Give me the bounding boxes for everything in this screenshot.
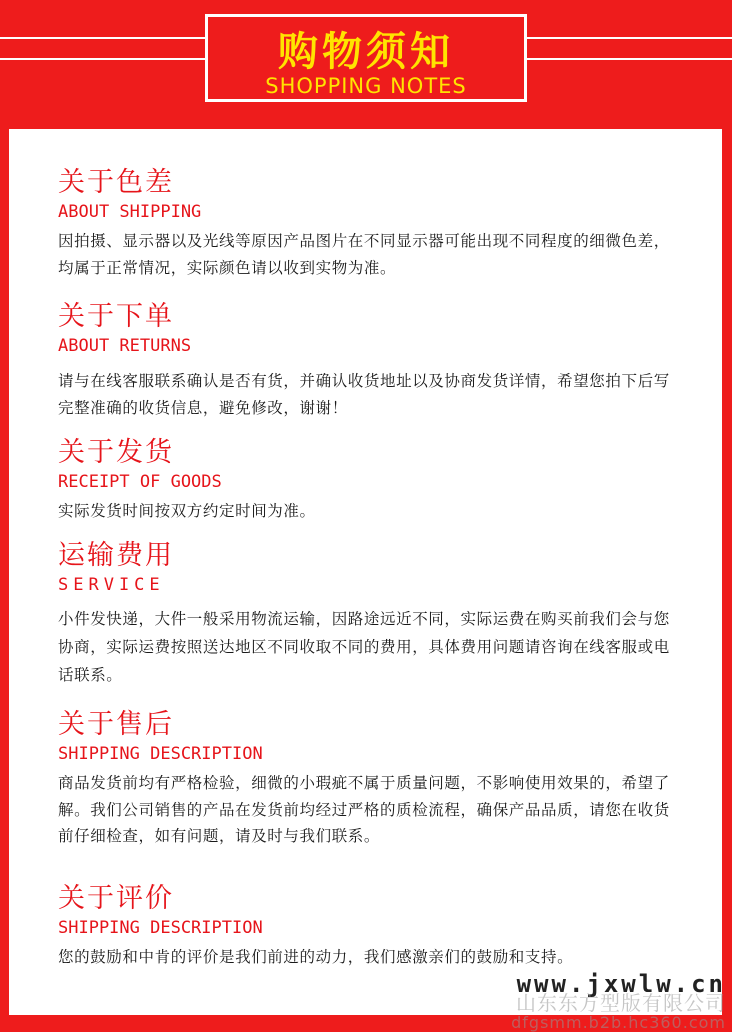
section-body: 小件发快递，大件一般采用物流运输，因路途远近不同，实际运费在购买前我们会与您协商，实际运费按照送达地区不同收取不同的费用，具体费用问题请咨询在线客服或电话联系。 [58, 610, 670, 684]
section-body: 商品发货前均有严格检验，细微的小瑕疵不属于质量问题，不影响使用效果的，希望了解。我们公司销售的产品在发货前均经过严格的质检流程，确保产品品质，请您在收货前仔细检查，如有问题，请及时与我们联系。 [58, 774, 670, 845]
watermark [486, 970, 726, 1032]
section-body: 您的鼓励和中肯的评价是我们前进的动力，我们感激亲们的鼓励和支持。 [58, 948, 574, 966]
section-subtitle: ABOUT SHIPPING [58, 202, 202, 222]
section-body: 请与在线客服联系确认是否有货，并确认收货地址以及协商发货详情，希望您拍下后写完整准确的收货信息，避免修改，谢谢！ [58, 372, 670, 417]
page-title: 购物须知 [278, 29, 454, 75]
watermark-company: 山东东方型版有限公司 [516, 991, 726, 1015]
watermark-url: www.jxwlw.cn [516, 970, 726, 998]
section-subtitle: SHIPPING DESCRIPTION [58, 918, 263, 938]
section-title: 关于评价 [58, 883, 174, 914]
section-color-difference [58, 168, 698, 282]
section-title: 关于售后 [58, 709, 174, 740]
section-shipping [58, 438, 698, 525]
section-title: 关于下单 [58, 301, 174, 332]
section-title: 关于发货 [58, 437, 174, 468]
section-title: 关于色差 [58, 167, 174, 198]
section-ordering [58, 302, 698, 422]
section-subtitle: SERVICE [58, 575, 165, 595]
section-after-sales [58, 710, 698, 850]
section-title: 运输费用 [58, 540, 174, 571]
section-reviews [58, 884, 698, 971]
header-title-box [205, 14, 527, 102]
section-subtitle: SHIPPING DESCRIPTION [58, 744, 263, 764]
section-body: 实际发货时间按双方约定时间为准。 [58, 502, 316, 520]
section-subtitle: ABOUT RETURNS [58, 336, 192, 356]
section-subtitle: RECEIPT OF GOODS [58, 472, 222, 492]
section-shipping-cost [58, 541, 698, 689]
page-subtitle: SHOPPING NOTES [265, 74, 467, 98]
section-body: 因拍摄、显示器以及光线等原因产品图片在不同显示器可能出现不同程度的细微色差，均属于正常情况，实际颜色请以收到实物为准。 [58, 232, 670, 277]
watermark-domain: dfgsmm.b2b.hc360.com [511, 1013, 726, 1032]
